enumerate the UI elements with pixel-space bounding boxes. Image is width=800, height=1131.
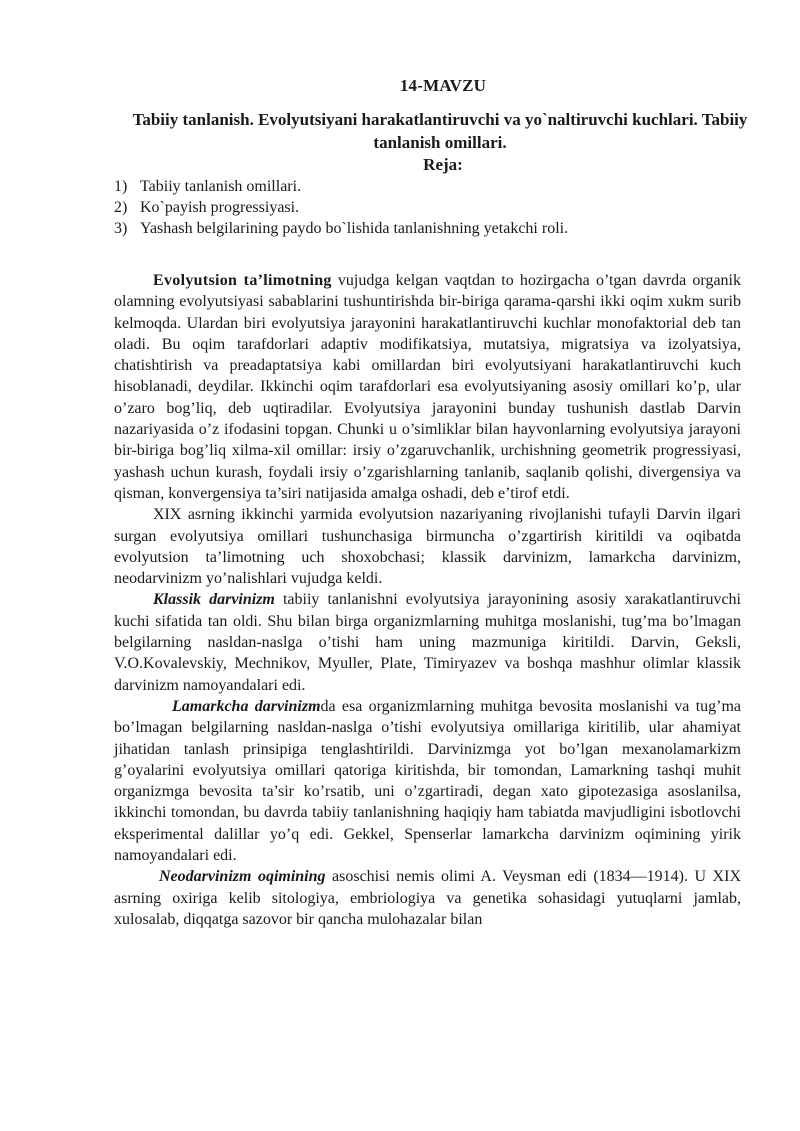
paragraph <box>114 696 741 866</box>
paragraph-text: asoschisi nemis olimi A. Veysman edi (1834—1914). U XIX asrning oxiriga kelib sitologiya, embriologiya va genetika sohasidagi yutuqlarni jamlab, xulosalab, diqqatga sazovor bir qancha mulohazalar bilan <box>114 868 741 928</box>
topic-number: 14-MAVZU <box>399 76 487 95</box>
paragraph <box>114 504 741 589</box>
paragraph <box>114 270 741 504</box>
plan-item-number: 2) <box>114 199 128 216</box>
paragraph-lead-term: Lamarkcha darvinizm <box>172 697 321 715</box>
paragraph-text: XIX asrning ikkinchi yarmida evolyutsion nazariyaning rivojlanishi tufayli Darvin ilgari surgan evolyutsiya omillari tushunchasiga birmuncha o’zgartirish kiritildi va oqibatda evolyutsion ta’limotning uch shoxobchasi; klassik darvinizm, lamarkcha darvinizm, neodarvinizm yo’nalishlari vujudga keldi. <box>114 506 741 588</box>
paragraph-lead-term: Evolyutsion ta’limotning <box>153 272 332 289</box>
body-text <box>114 270 741 930</box>
paragraph <box>114 866 741 930</box>
plan-item <box>114 197 754 218</box>
plan-item <box>114 176 754 197</box>
plan-item-text: Tabiiy tanlanish omillari. <box>140 178 302 195</box>
plan-item-number: 1) <box>114 178 128 195</box>
document-title: Tabiiy tanlanish. Evolyutsiyani harakatlantiruvchi va yo`naltiruvchi kuchlari. Tabiiy tanlanish omillari. <box>132 110 748 152</box>
plan-item-text: Yashash belgilarining paydo bo`lishida tanlanishning yetakchi roli. <box>140 220 569 237</box>
paragraph-text: tabiiy tanlanishni evolyutsiya jarayonining asosiy xarakatlantiruvchi kuchi sifatida tan oldi. Shu bilan birga organizmlarning muhitga moslanishi, tug’ma bo’lmagan belgilarning nasldan-naslga o’tishi ham uning mazmuniga kiritildi. Darvin, Geksli, V.O.Kovalevskiy, Mechnikov, Myuller, Plate, Timiryazev va boshqa mashhur olimlar klassik darvinizm namoyandalari edi. <box>114 591 742 694</box>
paragraph-text: vujudga kelgan vaqtdan to hozirgacha o’tgan davrda organik olamning evolyutsiyasi sabablarini tushuntirishda bir-biriga qarama-qarshi ikki oqim xukm surib kelmoqda. Ulardan biri evolyutsiya jarayonini harakatlantiruvchi kuchlar monofaktorial deb tan oladi. Bu oqim tarafdorlari adaptiv modifikatsiya, mutatsiya, migratsiya va izolyatsiya, chatishtirish va preadaptatsiya kabi omillardan biri evolyutsiyani harakatlantiruvchi kuch hisoblanadi, deydilar. Ikkinchi oqim tarafdorlari esa evolyutsiyaning asosiy omillari ko’p, ular o’zaro bog’liq, deb uqtiradilar. Evolyutsiya jarayonini bunday tushunish dastlab Darvin nazariyasida o’z ifodasini topgan. Chunki u o’simliklar bilan hayvonlarning evolyutsiya jarayoni bir-biriga bog’liq xilma-xil omillar: irsiy o’zgaruvchanlik, urchishning geometrik progressiyasi, yashash uchun kurash, foydali irsiy o’zgarishlarning tanlanib, saqlanib qolishi, divergensiya va qisman, konvergensiya ta’siri natijasida amalga oshadi, deb e’tirof etdi. <box>114 272 741 502</box>
plan-heading: Reja: <box>423 155 463 174</box>
plan-item-text: Ko`payish progressiyasi. <box>140 199 300 216</box>
paragraph-text: da esa organizmlarning muhitga bevosita moslanishi va tug’ma bo’lmagan belgilarning nasldan-naslga o’tishi evolyutsiya omillariga kiritilib, ular ahamiyat jihatidan tanlash prinsipiga tenglashtirildi. Darvinizmga yot bo’lgan mexanolamarkizm g’oyalarini evolyutsiya omillari qatoriga kiritishda, bir tomondan, Lamarkning tashqi muhit organizmga bevosita ta’sir ko’rsatib, uni o’zgartiradi, degan xato gipotezasiga asoslanilsa, ikkinchi tomondan, bu davrda tabiiy tanlanishning haqiqiy ham tabiatda mavjudligini isbotlovchi eksperimental dalillar yo’q edi. Gekkel, Spenserlar lamarkcha darvinizm oqimining yirik namoyandalari edi. <box>114 697 742 865</box>
paragraph <box>114 589 741 695</box>
paragraph-lead-term: Klassik darvinizm <box>153 591 275 609</box>
plan-item <box>114 218 754 239</box>
plan-item-number: 3) <box>114 220 128 237</box>
plan-list <box>114 176 754 239</box>
paragraph-lead-term: Neodarvinizm oqimining <box>159 868 326 886</box>
